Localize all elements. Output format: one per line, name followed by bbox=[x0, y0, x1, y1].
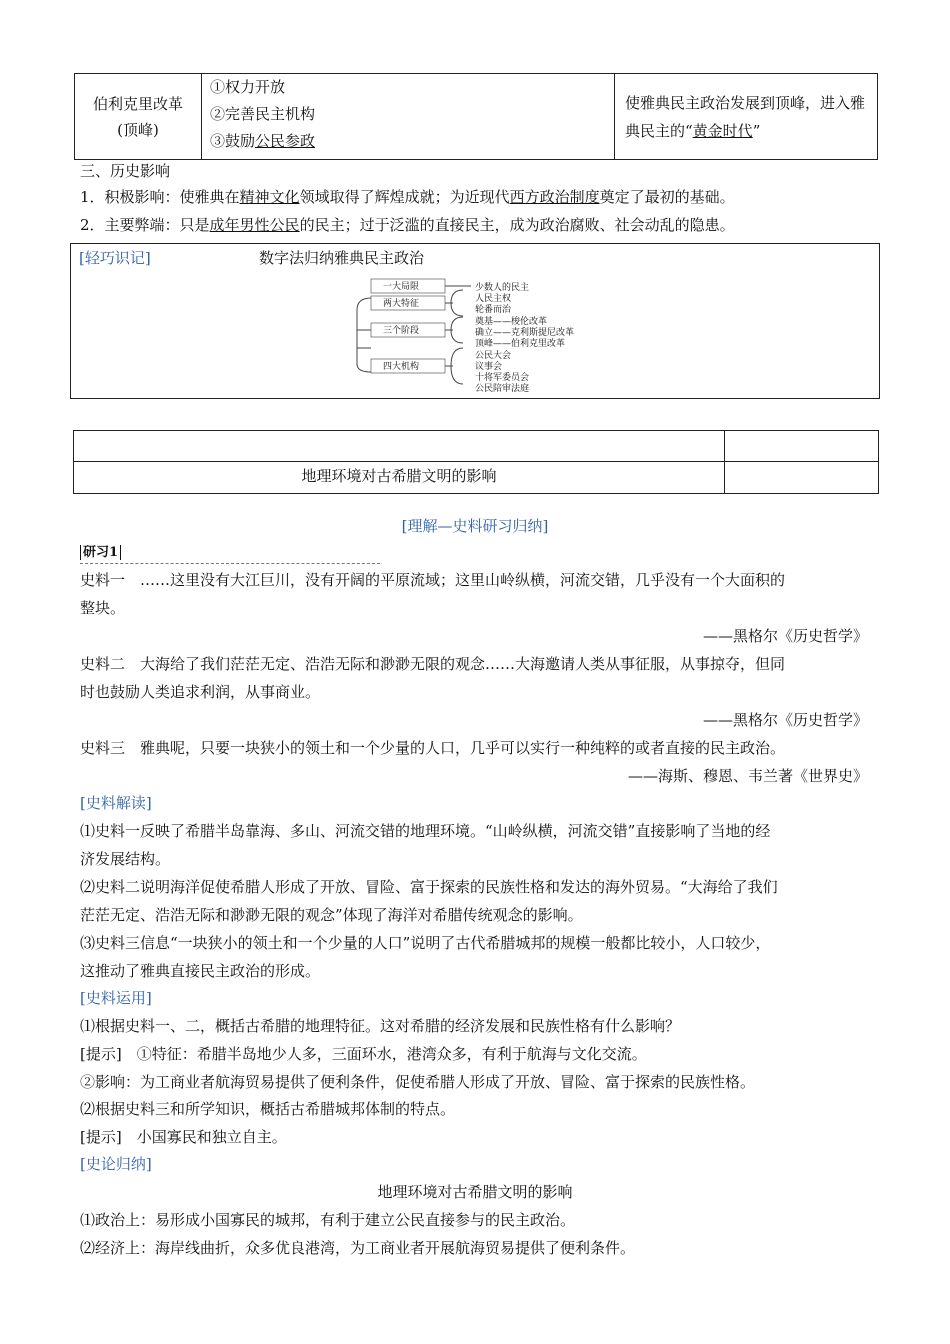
interpret-p2-b: 茫茫无定、浩浩无际和渺渺无限的观念”体现了海洋对希腊传统观念的影响。 bbox=[80, 906, 583, 924]
leaf-stage-1: 奠基——梭伦改革 bbox=[475, 317, 548, 327]
interpret-p1-b: 济发展结构。 bbox=[80, 850, 171, 868]
source2-line2: 时也鼓励人类追求利润，从事商业。 bbox=[80, 683, 321, 701]
leaf-stage-2: 确立——克利斯提尼改革 bbox=[475, 328, 575, 338]
source3-citation: ——海斯、穆恩、韦兰著《世界史》 bbox=[627, 767, 868, 785]
interpret-p1-a: ⑴史料一反映了希腊半岛靠海、多山、河流交错的地理环境。“山岭纵横，河流交错”直接影响了当地的经 bbox=[80, 822, 771, 840]
reform-measures-cell bbox=[202, 74, 615, 160]
leaf-feature-1: 少数人的民主 bbox=[475, 283, 530, 293]
democracy-mindmap bbox=[71, 244, 879, 398]
leaf-stage-3: 顶峰——伯利克里改革 bbox=[475, 339, 566, 349]
study-divider bbox=[80, 563, 380, 564]
apply-hint2: [提示] 小国寡民和独立自主。 bbox=[80, 1128, 287, 1146]
section3-item2: 2．主要弊端：只是成年男性公民的民主；过于泛滥的直接民主，成为政治腐败、社会动乱的隐患。 bbox=[80, 216, 735, 234]
source3-line1: 史料三 雅典呢，只要一块狭小的领土和一个少量的人口，几乎可以实行一种纯粹的或者直接的民主政治。 bbox=[80, 739, 786, 757]
study-label: 研习1 bbox=[80, 545, 121, 560]
apply-q2: ⑵根据史料三和所学知识，概括古希腊城邦体制的特点。 bbox=[80, 1100, 456, 1118]
leaf-organ-1: 公民大会 bbox=[475, 351, 512, 361]
source1-citation: ——黑格尔《历史哲学》 bbox=[702, 627, 868, 645]
apply-hint1-b: ②影响：为工商业者航海贸易提供了便利条件，促使希腊人形成了开放、冒险、富于探索的民族性格。 bbox=[80, 1073, 756, 1091]
memory-tag: [轻巧识记] bbox=[79, 249, 151, 267]
source2-citation: ——黑格尔《历史哲学》 bbox=[702, 711, 868, 729]
reform-name-cell bbox=[75, 74, 202, 160]
interpret-p3-b: 这推动了雅典直接民主政治的形成。 bbox=[80, 962, 321, 980]
memory-box bbox=[70, 243, 880, 399]
source1-line1: 史料一 ……这里没有大江巨川，没有开阔的平原流域；这里山岭纵横，河流交错，几乎没有一个大面积的 bbox=[80, 571, 786, 589]
reform-effect-cell: 使雅典民主政治发展到顶峰，进入雅典民主的“黄金时代” bbox=[615, 74, 878, 160]
conclude-tag: [史论归纳] bbox=[80, 1155, 152, 1173]
leaf-feature-2: 人民主权 bbox=[475, 294, 512, 304]
topic-table bbox=[73, 430, 879, 494]
conclude-title: 地理环境对古希腊文明的影响 bbox=[377, 1183, 573, 1201]
conclude-c2: ⑵经济上：海岸线曲折，众多优良港湾，为工商业者开展航海贸易提供了便利条件。 bbox=[80, 1239, 636, 1257]
branch-2: 两大特征 bbox=[383, 299, 420, 309]
apply-hint1: [提示] ①特征：希腊半岛地少人多，三面环水，港湾众多，有利于航海与文化交流。 bbox=[80, 1045, 647, 1063]
leaf-organ-4: 公民陪审法庭 bbox=[475, 384, 530, 394]
leaf-feature-3: 轮番而治 bbox=[475, 305, 512, 315]
mindmap-trunk bbox=[357, 298, 371, 372]
apply-tag: [史料运用] bbox=[80, 989, 152, 1007]
conclude-c1: ⑴政治上：易形成小国寡民的城邦，有利于建立公民直接参与的民主政治。 bbox=[80, 1211, 576, 1229]
measure-3-underlined: 公民参政 bbox=[255, 132, 316, 150]
measure-2: ②完善民主机构 bbox=[210, 105, 316, 123]
topic-title: 地理环境对古希腊文明的影响 bbox=[301, 467, 497, 485]
measure-1: ①权力开放 bbox=[210, 78, 286, 96]
leaf-organ-3: 十将军委员会 bbox=[475, 373, 530, 383]
measure-3: ③鼓励公民参政 bbox=[210, 132, 316, 150]
source2-line1: 史料二 大海给了我们茫茫无定、浩浩无际和渺渺无限的观念……大海邀请人类从事征服，从事掠夺，但同 bbox=[80, 655, 786, 673]
branch-4: 四大机构 bbox=[383, 362, 420, 372]
leaf-organ-2: 议事会 bbox=[475, 362, 503, 372]
golden-age: 黄金时代 bbox=[692, 121, 753, 140]
study-section-tag: [理解—史料研习归纳] bbox=[401, 517, 549, 535]
interpret-p2-a: ⑵史料二说明海洋促使希腊人形成了开放、冒险、富于探索的民族性格和发达的海外贸易。“大海给了我们 bbox=[80, 878, 778, 896]
apply-q1: ⑴根据史料一、二，概括古希腊的地理特征。这对希腊的经济发展和民族性格有什么影响？ bbox=[80, 1017, 681, 1035]
memory-title: 数字法归纳雅典民主政治 bbox=[259, 249, 425, 267]
branch-1: 一大局限 bbox=[383, 282, 420, 292]
interpret-p3-a: ⑶史料三信息“一块狭小的领土和一个少量的人口”说明了古代希腊城邦的规模一般都比较小，人口较少， bbox=[80, 934, 771, 952]
reform-name: 伯利克里改革(顶峰) bbox=[92, 94, 183, 139]
section3-heading: 三、历史影响 bbox=[80, 162, 171, 180]
source1-line2: 整块。 bbox=[80, 599, 126, 617]
branch-3: 三个阶段 bbox=[383, 326, 420, 336]
section3-item1: 1．积极影响：使雅典在精神文化领域取得了辉煌成就；为近现代西方政治制度奠定了最初的基础。 bbox=[80, 188, 735, 206]
interpret-tag: [史料解读] bbox=[80, 794, 152, 812]
reform-table bbox=[74, 73, 878, 160]
